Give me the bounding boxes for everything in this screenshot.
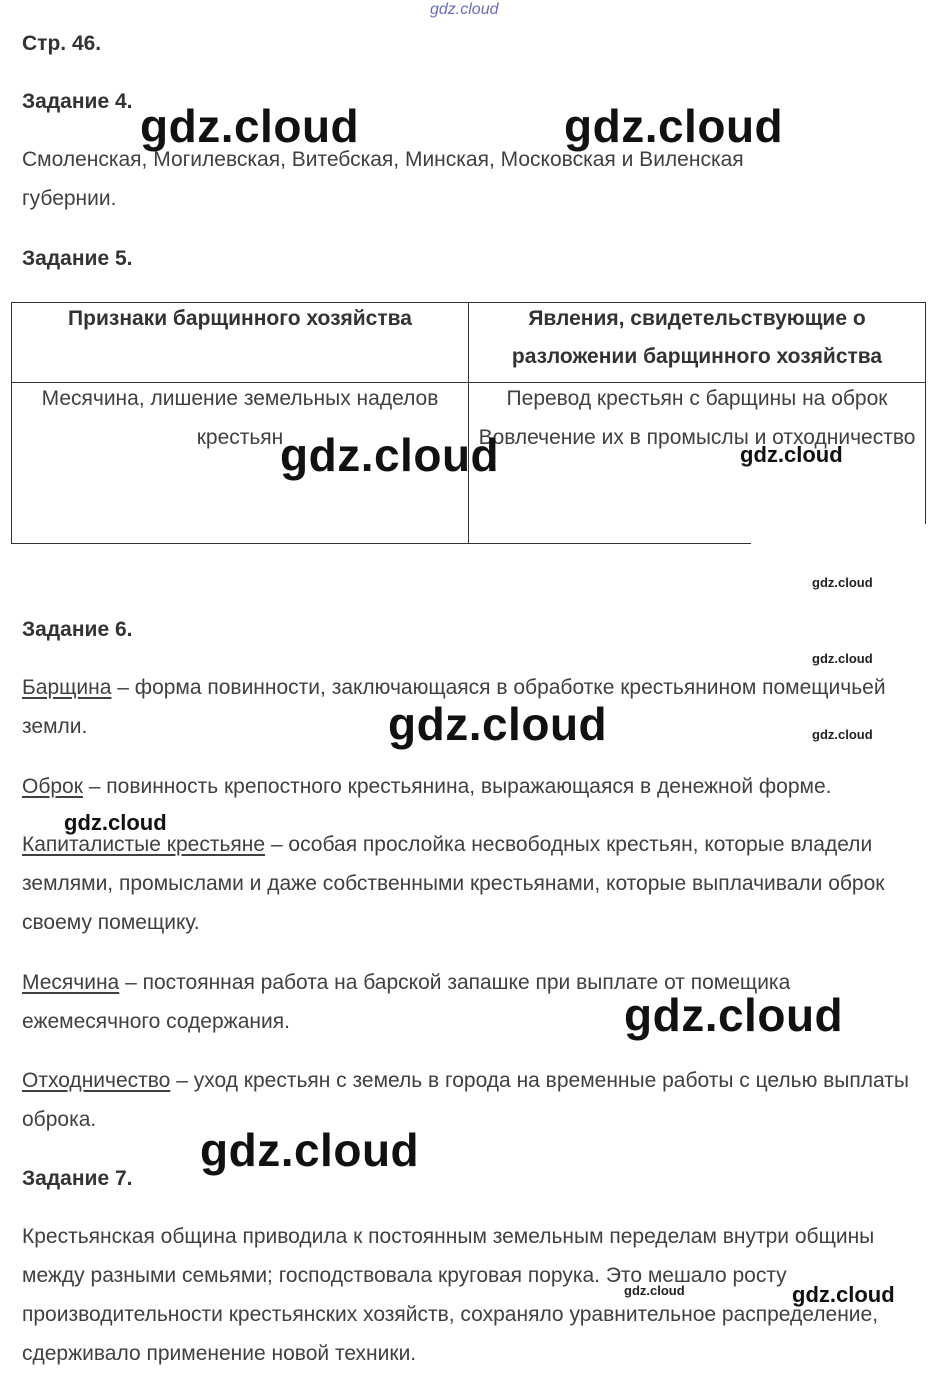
- term: Месячина: [22, 971, 120, 994]
- watermark: gdz.cloud: [64, 810, 167, 835]
- definition: – особая прослойка несвободных крестьян, которые владели землями, промыслами и даже собственными крестьянами, которые выплачивали оброк своему помещику.: [22, 833, 885, 934]
- term-definition: [22, 767, 922, 806]
- term: Барщина: [22, 676, 112, 699]
- watermark: gdz.cloud: [624, 1283, 685, 1298]
- watermark: gdz.cloud: [624, 989, 844, 1041]
- watermark: gdz.cloud: [200, 1124, 420, 1176]
- watermark: gdz.cloud: [812, 651, 873, 666]
- watermark: gdz.cloud: [388, 698, 608, 750]
- watermark: gdz.cloud: [140, 100, 360, 152]
- term: Оброк: [22, 775, 83, 798]
- task4-heading: Задание 4.: [22, 90, 133, 113]
- term-definition: [22, 1061, 922, 1139]
- watermark: gdz.cloud: [280, 429, 500, 481]
- watermark: gdz.cloud: [564, 100, 784, 152]
- task6-heading: Задание 6.: [22, 618, 133, 641]
- table-cell: Перевод крестьян с барщины на оброк Вовлечение их в промыслы и отходничество: [478, 387, 916, 449]
- table-cell: Месячина, лишение земельных наделов крестьян: [41, 387, 439, 449]
- definition: – повинность крепостного крестьянина, выражающаяся в денежной форме.: [82, 775, 832, 798]
- watermark-top: gdz.cloud: [430, 1, 499, 18]
- watermark: gdz.cloud: [812, 575, 873, 590]
- term: Отходничество: [22, 1069, 171, 1092]
- task7-text: Крестьянская община приводила к постоянным земельным переделам внутри общины между разными семьями; господствовала круговая порука. Это мешало росту производительности крестьянских хозяйств, сохраняло уравнительное распределение, сдерживало применение новой техники.: [22, 1225, 879, 1365]
- definition: – форма повинности, заключающаяся в обработке крестьянином помещичьей земли.: [22, 676, 886, 738]
- task7-heading: Задание 7.: [22, 1167, 133, 1190]
- definition: – постоянная работа на барской запашке при выплате от помещика ежемесячного содержания.: [22, 971, 791, 1033]
- term-definition: [22, 825, 902, 942]
- page-reference: Стр. 46.: [22, 32, 102, 55]
- watermark: gdz.cloud: [792, 1282, 895, 1307]
- definition: – уход крестьян с земель в города на временные работы с целью выплаты оброка.: [22, 1069, 909, 1131]
- table-header-cell: Признаки барщинного хозяйства: [68, 307, 412, 330]
- task4-text: Смоленская, Могилевская, Витебская, Минская, Московская и Виленская губернии.: [22, 148, 744, 210]
- term: Капиталистые крестьяне: [22, 833, 266, 856]
- watermark: gdz.cloud: [812, 727, 873, 742]
- watermark: gdz.cloud: [740, 442, 843, 467]
- task5-heading: Задание 5.: [22, 247, 133, 270]
- table-header-cell: Явления, свидетельствующие о разложении барщинного хозяйства: [511, 307, 883, 368]
